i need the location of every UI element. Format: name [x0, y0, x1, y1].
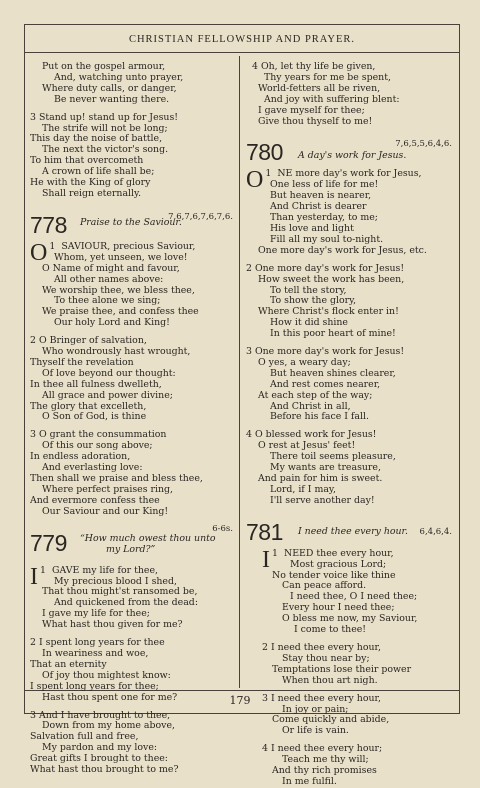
verse-continued — [30, 62, 235, 106]
verse-line: Where duty calls, or danger, — [42, 82, 177, 94]
hymn-781-verse-4 — [246, 744, 454, 788]
verse-line: Before his face I fall. — [270, 411, 369, 423]
verse-line: Of love beyond our thought: — [42, 367, 176, 379]
verse-line: 3 And I have brought to thee, — [30, 709, 171, 721]
verse-line: In thee all fulness dwelleth, — [30, 378, 162, 390]
verse-line: That thou might'st ransomed be, — [42, 586, 198, 598]
hymn-title: A day's work for Jesus. — [298, 150, 407, 162]
hymn-781-verse-3 — [246, 694, 454, 738]
verse-line: And joy with suffering blent: — [264, 93, 400, 105]
verse-number: 1 — [49, 240, 56, 252]
verse-number: 1 — [40, 564, 46, 576]
verse-line: But heaven is nearer, — [270, 190, 372, 202]
verse-line: O bless me now, my Saviour, — [282, 613, 418, 625]
verse-line: I gave my life for thee; — [42, 608, 150, 620]
verse-line: 2 One more day's work for Jesus! — [246, 262, 405, 274]
header-rule — [24, 52, 460, 53]
verse-line: This day the noise of battle, — [30, 133, 163, 145]
hymn-meter: 6,4,6,4. — [419, 526, 452, 537]
verse-line: How sweet the work has been, — [258, 273, 405, 285]
verse-line: In joy or pain; — [282, 703, 349, 715]
right-column — [246, 62, 454, 788]
verse-line: O Son of God, is thine — [42, 411, 147, 423]
verse-line: 3 I need thee every hour, — [262, 692, 381, 704]
verse-line: All grace and power divine; — [42, 389, 173, 401]
verse-line: To show the glory, — [270, 295, 357, 307]
verse-line: Thyself the revelation — [30, 356, 134, 368]
verse-line: 4 Oh, let thy life be given, — [252, 61, 376, 72]
verse-line: Fill all my soul to-night. — [270, 233, 384, 245]
hymn-780-verse-1 — [246, 169, 454, 256]
verse-line: Who wondrously hast wrought, — [42, 346, 191, 358]
verse-line: Lord, if I may, — [270, 483, 336, 495]
verse-line: And everlasting love: — [42, 462, 143, 474]
verse-line: His love and light — [270, 222, 354, 234]
drop-cap: O — [30, 239, 48, 266]
hymn-title-continued: my Lord?” — [106, 543, 156, 555]
verse-line: Thy years for me be spent, — [264, 71, 391, 83]
verse-line: O Name of might and favour, — [42, 262, 180, 274]
verse-line: At each step of the way; — [258, 389, 373, 401]
verse-line: Temptations lose their power — [272, 663, 412, 675]
verse-line: 2 I need thee every hour, — [262, 641, 381, 653]
verse-line: I come to thee! — [294, 624, 367, 636]
verse-line: No tender voice like thine — [272, 569, 396, 581]
verse-line: And thy rich promises — [272, 765, 377, 777]
hymn-778-verse-2 — [30, 336, 235, 423]
hymn-780-verse-2 — [246, 264, 454, 340]
verse-line: Then shall we praise and bless thee, — [30, 473, 203, 484]
verse-line: All other names above: — [54, 273, 164, 285]
hymn-781-verse-2 — [246, 643, 454, 687]
verse-line: Than yesterday, to me; — [270, 212, 378, 224]
verse-line: And quickened from the dead: — [54, 597, 198, 609]
verse-line: O rest at Jesus' feet! — [258, 440, 356, 452]
verse-line: The strife will not be long; — [42, 122, 168, 134]
verse-line: And pain for him is sweet. — [258, 473, 383, 484]
hymn-779-verse-3 — [30, 711, 235, 776]
verse-line: One more day's work for Jesus, etc. — [258, 244, 427, 256]
verse-line: My wants are treasure, — [270, 462, 381, 474]
verse-line: Every hour I need thee; — [282, 602, 395, 614]
verse-line: Down from my home above, — [42, 720, 175, 732]
verse-line: Teach me thy will; — [282, 754, 369, 766]
verse-line: Most gracious Lord; — [290, 558, 387, 570]
verse-line: Put on the gospel armour, — [42, 61, 166, 72]
verse-line: And Christ in all, — [270, 400, 351, 412]
verse-line: World-fetters all be riven, — [258, 82, 381, 94]
verse-line: One less of life for me! — [270, 179, 379, 191]
hymn-780-heading — [246, 139, 454, 169]
verse-line: 4 I need thee every hour; — [262, 743, 383, 755]
verse-line: And Christ is dearer — [270, 201, 367, 213]
verse-line: 3 O grant the consummation — [30, 429, 167, 441]
hymn-number: 778 — [30, 211, 67, 238]
verse-line: Of joy thou mightest know: — [42, 669, 171, 681]
verse-line: What hast thou brought to me? — [30, 764, 179, 776]
verse-line: We worship thee, we bless thee, — [42, 284, 195, 296]
verse-line: Come quickly and abide, — [272, 714, 390, 726]
hymn-779-verse-2 — [30, 638, 235, 703]
verse-line: The glory that excelleth, — [30, 400, 147, 412]
verse-line: I spent long years for thee; — [30, 680, 159, 692]
verse-line: In me fulfil. — [282, 775, 337, 787]
verse-line: Where Christ's flock enter in! — [258, 306, 399, 318]
verse-line: GAVE my life for thee, — [52, 564, 159, 576]
hymn-780-verse-3 — [246, 347, 454, 423]
verse-4 — [246, 62, 454, 127]
verse-line: 2 I spent long years for thee — [30, 637, 165, 649]
verse-line: We praise thee, and confess thee — [42, 306, 199, 318]
verse-number: 1 — [265, 168, 272, 180]
hymn-778-heading — [30, 212, 235, 242]
verse-line: There toil seems pleasure, — [270, 451, 396, 463]
drop-cap: O — [246, 167, 264, 194]
verse-line: Where perfect praises ring, — [42, 483, 173, 495]
verse-line: Great gifts I brought to thee: — [30, 753, 168, 765]
verse-line: SAVIOUR, precious Saviour, — [61, 240, 196, 252]
verse-line: Our Saviour and our King! — [42, 505, 169, 517]
verse-line: 3 One more day's work for Jesus! — [246, 346, 405, 358]
hymn-778-verse-1 — [30, 239, 235, 329]
page-number: 179 — [229, 694, 251, 707]
page-header: CHRISTIAN FELLOWSHIP AND PRAYER. — [128, 34, 356, 45]
verse-line: Shall reign eternally. — [42, 187, 142, 199]
verse-line: In this poor heart of mine! — [270, 328, 396, 340]
hymn-781-verse-1 — [246, 546, 454, 636]
verse-line: My pardon and my love: — [42, 742, 158, 754]
verse-line: To him that overcometh — [30, 155, 144, 167]
hymn-779-verse-1 — [30, 563, 235, 631]
verse-line: Be never wanting there. — [54, 93, 170, 105]
verse-line: 3 Stand up! stand up for Jesus! — [30, 111, 179, 123]
verse-line: When thou art nigh. — [282, 674, 378, 686]
verse-line: What hast thou given for me? — [42, 619, 183, 631]
verse-number: 1 — [272, 547, 278, 559]
verse-line: A crown of life shall be; — [42, 166, 155, 178]
hymn-meter: 6-6s. — [212, 523, 233, 534]
verse-line: And rest comes nearer, — [270, 378, 381, 390]
verse-line: The next the victor's song. — [42, 144, 169, 156]
verse-line: And evermore confess thee — [30, 494, 160, 506]
left-column — [30, 62, 235, 776]
verse-line: Give thou thyself to me! — [258, 115, 373, 127]
verse-line: That an eternity — [30, 658, 107, 670]
hymn-title: Praise to the Saviour. — [80, 216, 182, 228]
verse-line: 4 O blessed work for Jesus! — [246, 429, 377, 441]
verse-line: In endless adoration, — [30, 451, 131, 463]
verse-line: I need thee, O I need thee; — [290, 591, 418, 603]
verse-line: He with the King of glory — [30, 177, 151, 189]
verse-3 — [30, 113, 235, 200]
verse-line: And, watching unto prayer, — [54, 71, 184, 83]
verse-line: My precious blood I shed, — [54, 575, 177, 587]
verse-line: Stay thou near by; — [282, 652, 370, 664]
hymn-778-verse-3 — [30, 430, 235, 517]
hymn-779-heading — [30, 523, 235, 566]
hymn-meter: 7,6,7,6,7,6,7,6. — [168, 211, 233, 222]
verse-line: Hast thou spent one for me? — [42, 691, 178, 703]
verse-line: I gave myself for thee; — [258, 104, 365, 116]
verse-line: NEED thee every hour, — [284, 547, 394, 559]
verse-line: Can peace afford. — [282, 580, 367, 592]
column-divider — [239, 56, 240, 688]
verse-line: To tell the story, — [270, 284, 347, 296]
hymn-title: “How much owest thou unto — [80, 532, 216, 544]
verse-line: Our holy Lord and King! — [54, 317, 170, 329]
verse-line: To thee alone we sing; — [54, 295, 161, 307]
verse-line: NE more day's work for Jesus, — [277, 168, 422, 180]
drop-cap: I — [30, 563, 38, 590]
hymn-781-heading — [246, 519, 454, 549]
hymn-number: 780 — [246, 139, 283, 166]
hymn-meter: 7,6,5,5,6,4,6. — [395, 139, 452, 150]
verse-line: Salvation full and free, — [30, 731, 139, 743]
verse-line: Whom, yet unseen, we love! — [54, 251, 188, 263]
hymn-780-verse-4 — [246, 430, 454, 506]
verse-line: In weariness and woe, — [42, 647, 149, 659]
hymn-number: 779 — [30, 529, 67, 556]
drop-cap: I — [262, 546, 270, 573]
hymn-title: I need thee every hour. — [298, 525, 408, 537]
verse-line: Of this our song above; — [42, 440, 153, 452]
hymn-number: 781 — [246, 518, 283, 545]
verse-line: I'll serve another day! — [270, 494, 375, 506]
verse-line: O yes, a weary day; — [258, 356, 351, 368]
verse-line: How it did shine — [270, 317, 348, 329]
verse-line: Or life is vain. — [282, 725, 349, 737]
verse-line: 2 O Bringer of salvation, — [30, 335, 147, 347]
verse-line: But heaven shines clearer, — [270, 367, 396, 379]
